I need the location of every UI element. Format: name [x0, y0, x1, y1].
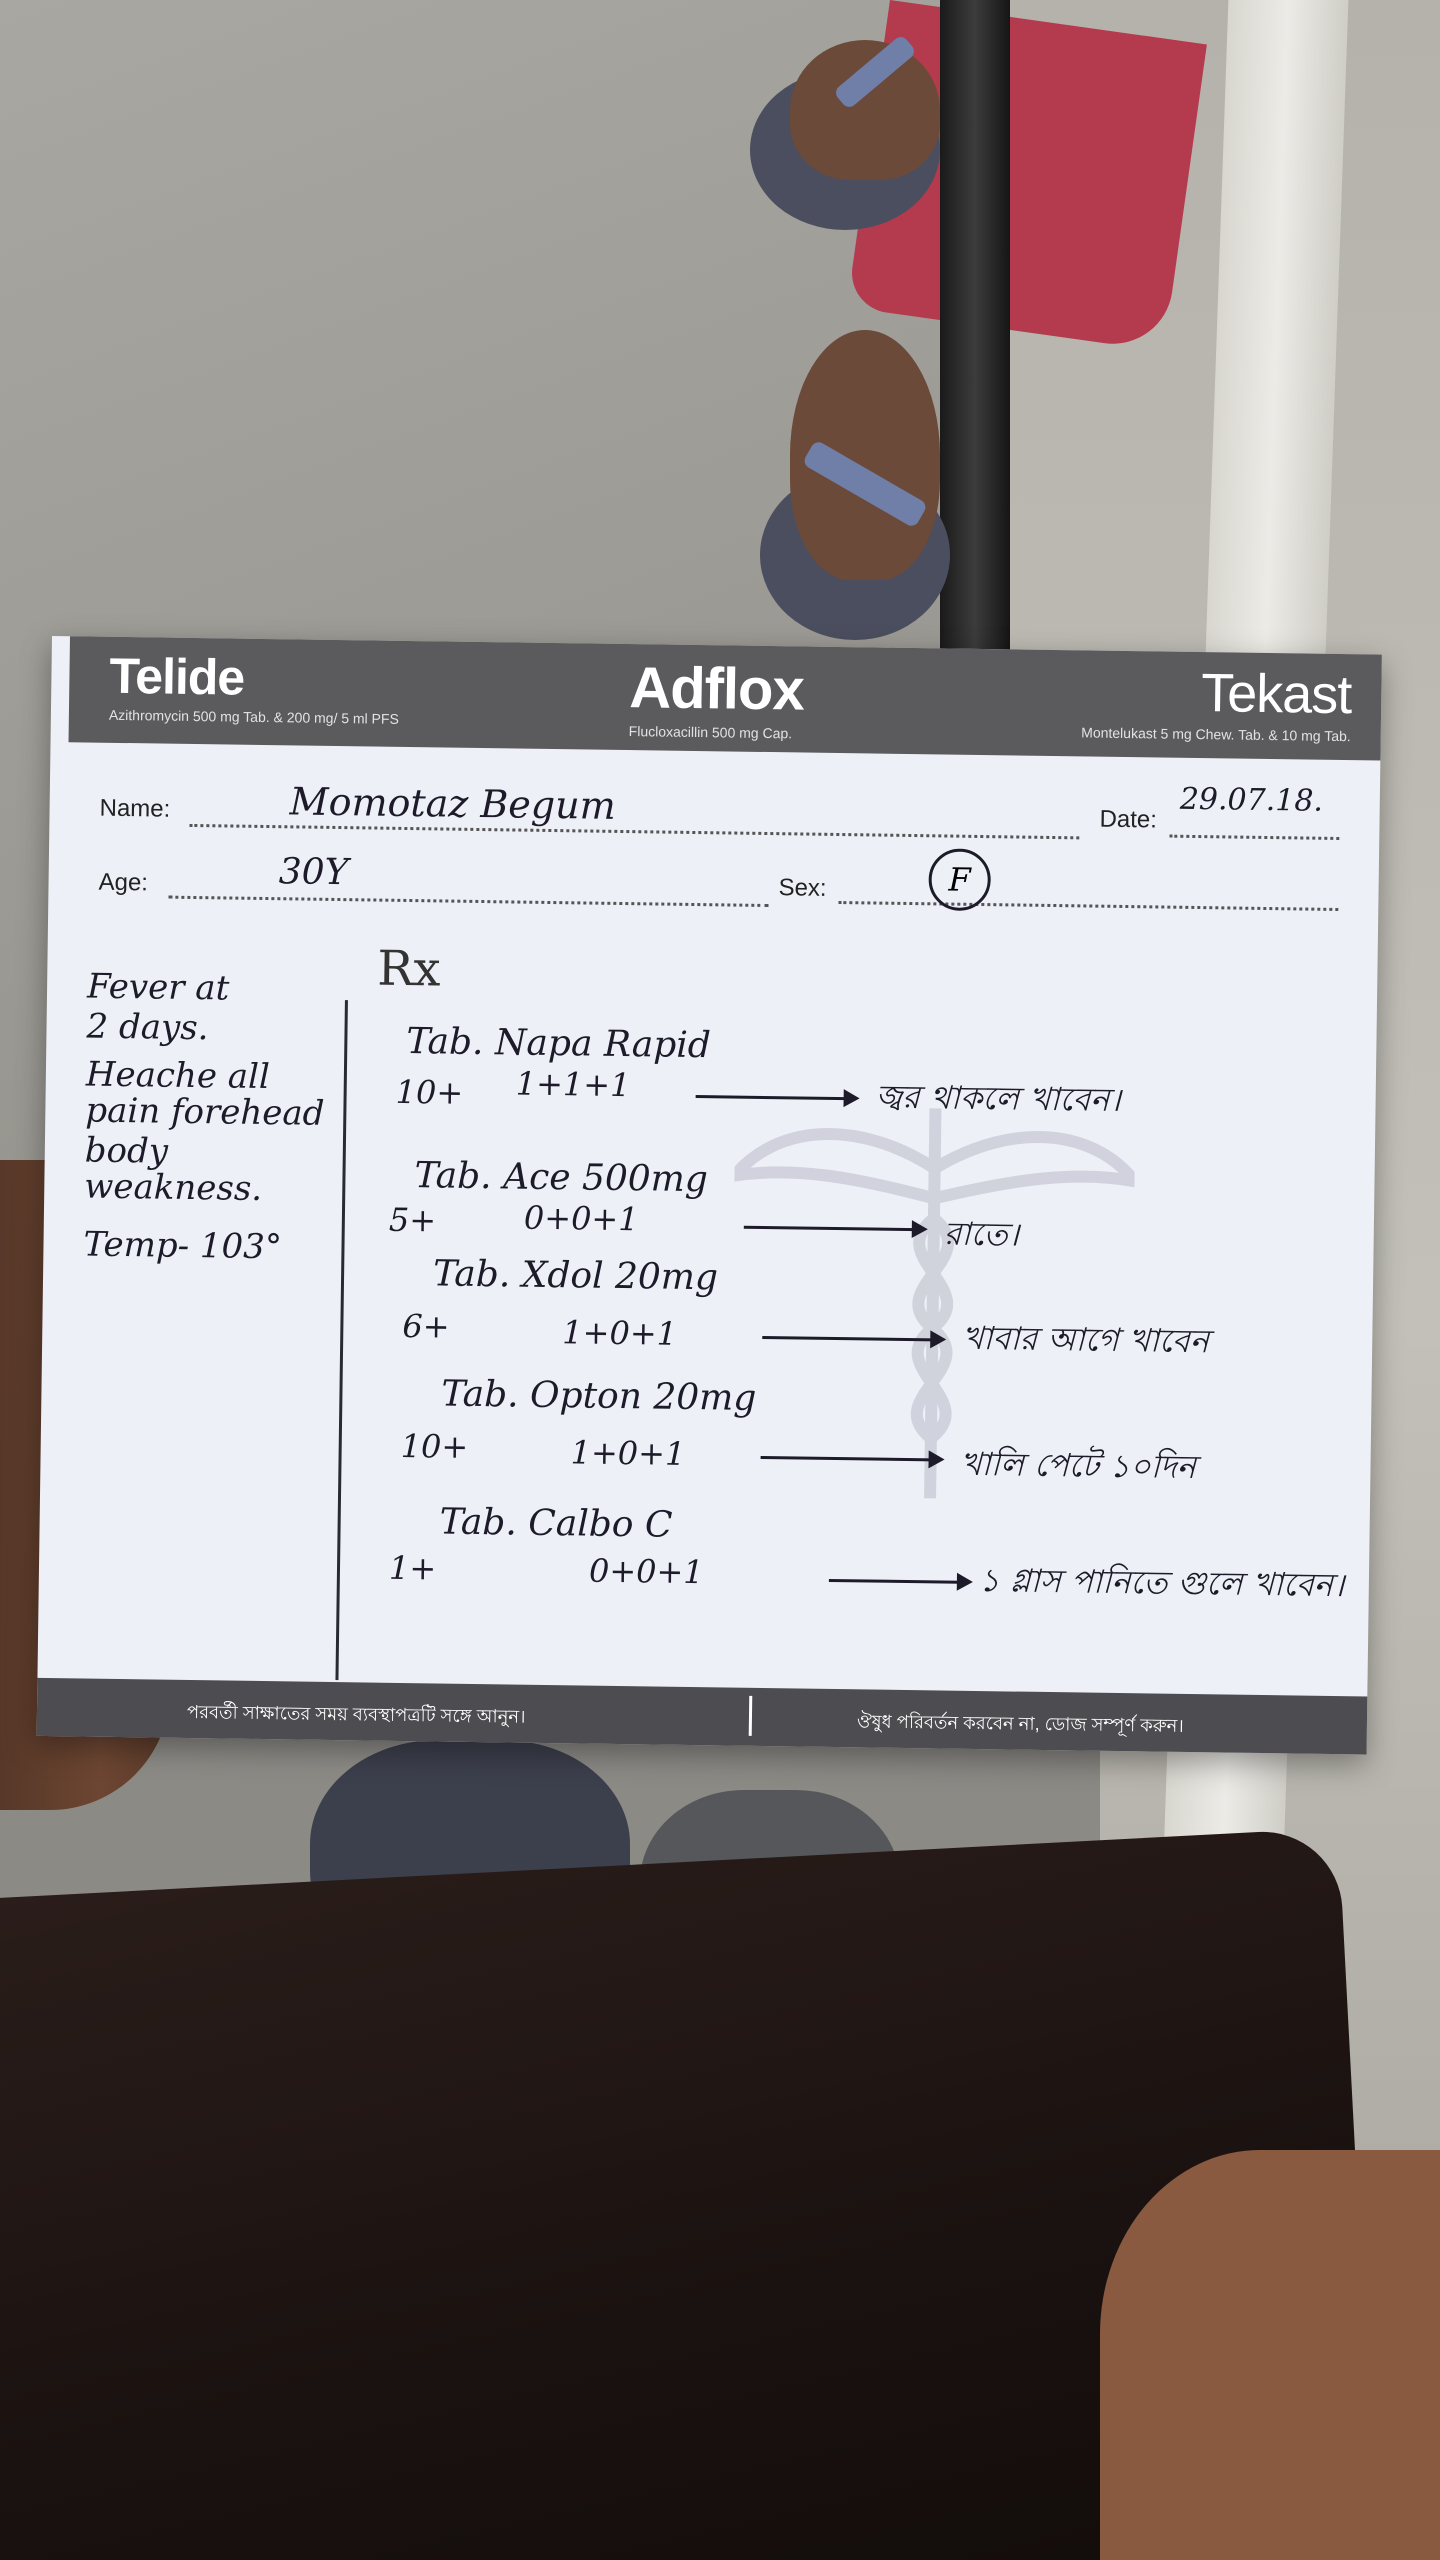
- medicine-name: Tab. Xdol 20mg: [432, 1253, 719, 1299]
- complaint-line: body: [84, 1130, 169, 1172]
- complaint-line: 2 days.: [86, 1006, 209, 1049]
- complaint-line: Heache all: [85, 1054, 271, 1098]
- medicine-name: Tab. Napa Rapid: [406, 1020, 712, 1067]
- medicine-qty: 6+: [402, 1306, 450, 1346]
- footer-note-right: ঔষুধ পরিবর্তন করবেন না, ডোজ সম্পূর্ণ করুন।: [856, 1711, 1184, 1736]
- brand-adflox: Adflox Flucloxacillin 500 mg Cap.: [628, 655, 805, 742]
- medicine-note: ১ গ্লাস পানিতে গুলে খাবেন।: [978, 1561, 1345, 1605]
- medicine-name: Tab. Ace 500mg: [414, 1155, 709, 1201]
- arrow-icon: [829, 1579, 969, 1584]
- chair-leg: [940, 0, 1010, 650]
- medicine-dose: 1+0+1: [570, 1433, 686, 1473]
- divider-line: [335, 1000, 347, 1680]
- date-label: Date:: [1099, 805, 1158, 834]
- arm: [1100, 2150, 1440, 2560]
- name-dotted-line: [189, 824, 1079, 839]
- age-label: Age:: [98, 868, 149, 897]
- medicine-qty: 10+: [395, 1072, 464, 1112]
- medicine-note: রাতে।: [943, 1214, 1020, 1254]
- complaint-line: Temp- 103°: [83, 1224, 283, 1268]
- prescription-pad: [37, 636, 1382, 1754]
- sex-label: Sex:: [778, 874, 827, 902]
- patient-sex: F: [928, 848, 991, 911]
- medicine-dose: 0+0+1: [523, 1198, 639, 1239]
- medicine-dose: 0+0+1: [588, 1551, 704, 1592]
- medicine-qty: 1+: [388, 1548, 437, 1588]
- brand-tekast: Tekast Montelukast 5 mg Chew. Tab. & 10 mg Tab.: [1081, 663, 1352, 745]
- medicine-dose: 1+0+1: [562, 1313, 678, 1353]
- medicine-qty: 10+: [400, 1426, 469, 1466]
- rx-date: 29.07.18.: [1179, 781, 1324, 819]
- brand-telide: Telide Azithromycin 500 mg Tab. & 200 mg/ 5 ml PFS: [108, 647, 399, 727]
- medicine-qty: 5+: [388, 1200, 437, 1240]
- name-label: Name:: [99, 794, 171, 823]
- medicine-note: খালি পেটে ১০দিন: [960, 1444, 1197, 1487]
- age-dotted-line: [168, 896, 768, 907]
- rx-symbol: Rx: [376, 940, 441, 998]
- footer-divider: [749, 1696, 753, 1736]
- sex-dotted-line: [838, 901, 1338, 911]
- complaint-line: pain forehead: [85, 1090, 325, 1134]
- pad-header: [69, 636, 1382, 760]
- date-dotted-line: [1169, 835, 1339, 840]
- patient-name: Momotaz Begum: [289, 779, 616, 828]
- footer-note-left: পরবর্তী সাক্ষাতের সময় ব্যবস্থাপত্রটি সঙ্গে আনুন।: [186, 1701, 526, 1727]
- medicine-dose: 1+1+1: [515, 1064, 631, 1105]
- medicine-name: Tab. Calbo C: [439, 1501, 673, 1546]
- medicine-name: Tab. Opton 20mg: [441, 1373, 757, 1419]
- medicine-note: জ্বর থাকলে খাবেন।: [875, 1077, 1121, 1119]
- foot-top: [790, 40, 940, 180]
- patient-age: 30Y: [278, 851, 349, 894]
- complaint-line: weakness.: [84, 1166, 263, 1209]
- complaint-line: Fever at: [86, 966, 230, 1009]
- medicine-note: খাবার আগে খাবেন: [962, 1318, 1210, 1361]
